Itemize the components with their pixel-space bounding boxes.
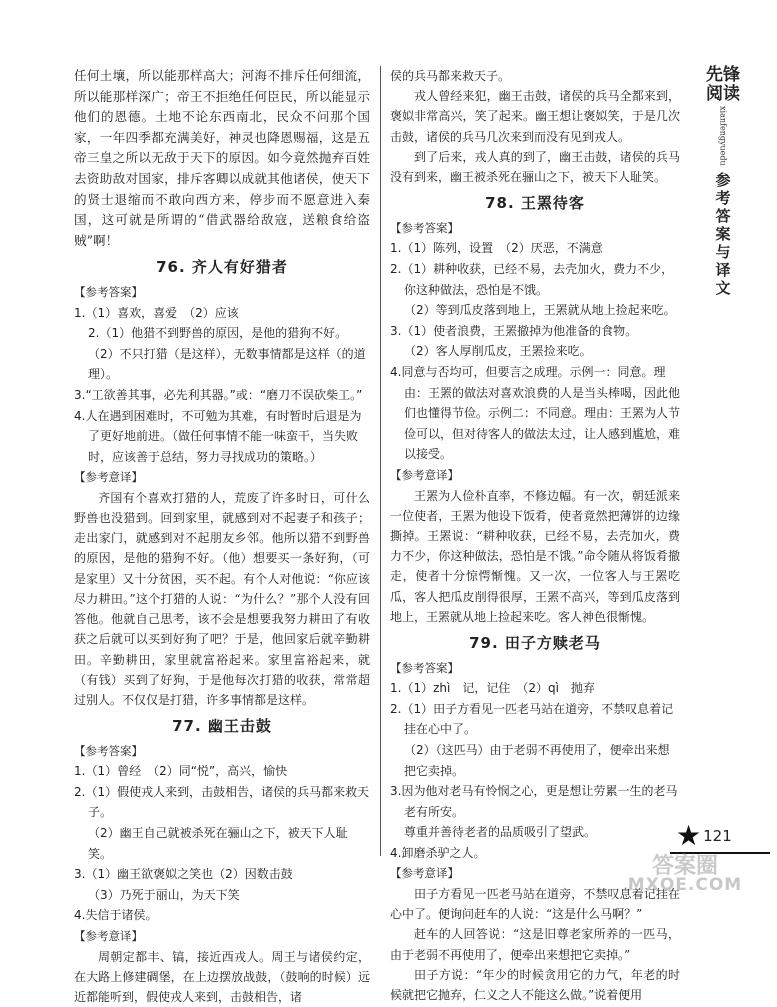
brand-logo-line2: 阅读 (706, 84, 740, 104)
answer-item: 4.人在遇到困难时，不可勉为其难，有时暂时后退是为了更好地前进。（做任何事情不能一味蛮干，当失败时，应该善于总结，努力寻找成功的策略。） (74, 408, 362, 464)
answer-item: 4.同意与否均可，但要言之成理。示例一：同意。理由：王罴的做法对喜欢浪费的人是当头棒喝，因此他们也懂得节俭。示例二：不同意。理由：王罴为人节俭可以，但对待客人的做法太过，让人感到尴尬，难以接受。 (390, 364, 681, 462)
column-divider (380, 66, 381, 856)
answer-item: （2）不只打猎（是这样），无数事情都是这样（的道理）。 (88, 346, 366, 382)
answer-item: 尊重并善待老者的品质吸引了望武。 (404, 825, 597, 840)
answer-item: 2.（1）他猎不到野兽的原因，是他的猎狗不好。 (88, 326, 348, 341)
translation-paragraph: 赶车的人回答说：“这是旧尊老家所养的一匹马，由于老弱不再使用了，便牵出来想把它卖掉。” (390, 927, 680, 962)
brand-pinyin: xianfengyuedu (718, 106, 728, 166)
translation-label: 【参考意译】 (74, 929, 143, 944)
translation-paragraph: 田子方说：“年少的时候贪用它的力气，年老的时候就把它抛弃，仁义之人不能这么做。”说着便用 (390, 967, 680, 1003)
answer-item: 1.（1）陈列，设置 （2）厌恶，不满意 (390, 241, 603, 256)
answer-item: 2.（1）田子方看见一匹老马站在道旁，不禁叹息着记挂在心中了。 (390, 701, 674, 737)
answer-item: 4.失信于诸侯。 (74, 908, 158, 923)
answer-item: 4.卸磨杀驴之人。 (390, 845, 486, 860)
section-title-77: 77. 幽王击鼓 (172, 717, 272, 736)
section-title-78: 78. 王罴待客 (485, 194, 585, 213)
answer-item: 1.（1）zhì 记，记住 （2）qì 抛弃 (390, 681, 595, 696)
translation-paragraph: 王罴为人俭朴直率，不修边幅。有一次，朝廷派来一位使者，王罴为他设下饭肴，使者竟然把薄饼的边缘撕掉。王罴说：“耕种收获，已经不易，去壳加火，费力不少，你这种做法，恐怕是不饿。”命令随从将饭肴撤走，使者十分惊愕惭愧。又一次，一位客人与王罴吃瓜，客人把瓜皮削得很厚，王罴不高兴，等到瓜皮落到地上，王罴就从地上捡起来吃。客人神色很惭愧。 (390, 488, 680, 624)
translation-paragraph: 齐国有个喜欢打猎的人，荒废了许多时日，可什么野兽也没猎到。回到家里，就感到对不起妻子和孩子；走出家门，就感到对不起朋友乡邻。他所以猎不到野兽的原因，是他的猎狗不好。（他）想要买一条好狗，（可是家里）又十分贫困，买不起。有个人对他说：“你应该尽力耕田。”这个打猎的人说：“为什么？”那个人没有回答他。他就自己思考，该不会是想要我努力耕田了有收获之后就可以买到好狗了吧？于是，他回家后就辛勤耕田。辛勤耕田，家里就富裕起来。家里富裕起来，就（有钱）买到了好狗，于是他每次打猎的收获，常常超过别人。不仅仅是打猎，许多事情都是这样。 (74, 490, 370, 707)
answer-label: 【参考答案】 (74, 743, 143, 758)
translation-paragraph: 周朝定都丰、镐，接近西戎人。周王与诸侯约定，在大路上修建碉堡，在上边摆放战鼓，（鼓响的时候）远近都能听到，假使戎人来到，击鼓相告，诸 (74, 949, 370, 1005)
answer-item: 2.（1）耕种收获，已经不易，去壳加火，费力不少，你这种做法，恐怕是不饿。 (390, 262, 674, 297)
section-title-79: 79. 田子方赎老马 (469, 633, 601, 652)
answer-item: 1.（1）曾经 （2）同“悦”，高兴，愉快 (74, 764, 288, 779)
intro-paragraph: 任何土壤，所以能那样高大；河海不排斥任何细流，所以能那样深广；帝王不拒绝任何臣民，所以能显示他们的恩德。土地不论东西南北，民众不问那个国家，一年四季都充满美好，神灵也降恩赐福，这是五帝三皇之所以无敌于天下的原因。如今竟然抛弃百姓去资助敌对国家，排斥客卿以成就其他诸侯，使天下的贤士退缩而不敢向西方来，停步而不愿意进入秦国，这可就是所谓的“借武器给敌寇，送粮食给盗贼”啊！ (74, 68, 370, 248)
translation-paragraph: 到了后来，戎人真的到了，幽王击鼓，诸侯的兵马没有到来，幽王被杀死在骊山之下，被天下人耻笑。 (390, 149, 680, 185)
section-title-76: 76. 齐人有好猎者 (156, 258, 288, 277)
translation-label: 【参考意译】 (390, 866, 459, 881)
answer-label: 【参考答案】 (74, 284, 143, 299)
answer-item: （2）客人厚削瓜皮，王罴捡来吃。 (404, 344, 592, 359)
translation-label: 【参考意译】 (74, 470, 143, 485)
left-column (74, 66, 370, 1007)
watermark-line2: MXQE.COM (627, 875, 743, 895)
answer-item: 2.（1）假使戎人来到，击鼓相告，诸侯的兵马都来救天子。 (74, 784, 370, 820)
answer-item: （2）（这匹马）由于老弱不再使用了，便牵出来想把它卖掉。 (404, 742, 670, 778)
answer-item: 1.（1）喜欢，喜爱 （2）应该 (74, 305, 239, 320)
watermark-line1: 答案圈 (651, 854, 718, 879)
answer-item: （2）等到瓜皮落到地上，王罴就从地上捡起来吃。 (404, 303, 676, 318)
watermark (600, 854, 770, 896)
page-footer (676, 819, 732, 852)
translation-paragraph: 田子方看见一匹老马站在道旁，不禁叹息着记挂在心中了。便询问赶车的人说：“这是什么马啊？” (390, 887, 680, 922)
sidebar-brand (700, 66, 746, 298)
answer-item: （2）幽王自己就被杀死在骊山之下，被天下人耻笑。 (88, 826, 348, 861)
answer-label: 【参考答案】 (390, 220, 459, 235)
section-vertical-title: 参考答案与译文 (713, 172, 732, 298)
answer-item: 3.因为他对老马有怜悯之心，更是想让劳累一生的老马老有所安。 (390, 784, 678, 819)
page-number: 121 (703, 827, 732, 845)
translation-paragraph: 戎人曾经来犯，幽王击鼓，诸侯的兵马全都来到，褒姒非常高兴，笑了起来。幽王想让褒姒笑，于是几次击鼓，诸侯的兵马几次来到而没有见到戎人。 (390, 89, 680, 144)
answer-item: 3.“工欲善其事，必先利其器。”或：“磨刀不误砍柴工。” (74, 387, 363, 402)
answer-item: 3.（1）使者浪费，王罴撤掉为他准备的食物。 (390, 323, 638, 338)
star-icon: ★ (676, 819, 702, 852)
translation-label: 【参考意译】 (390, 467, 459, 482)
brand-logo-line1: 先锋 (706, 65, 740, 85)
translation-paragraph: 侯的兵马都来救天子。 (390, 69, 511, 83)
answer-label: 【参考答案】 (390, 660, 459, 675)
answer-item: 3.（1）幽王欲褒姒之笑也（2）因数击鼓 (74, 867, 293, 882)
answer-item: （3）乃死于丽山，为天下笑 (88, 887, 240, 902)
